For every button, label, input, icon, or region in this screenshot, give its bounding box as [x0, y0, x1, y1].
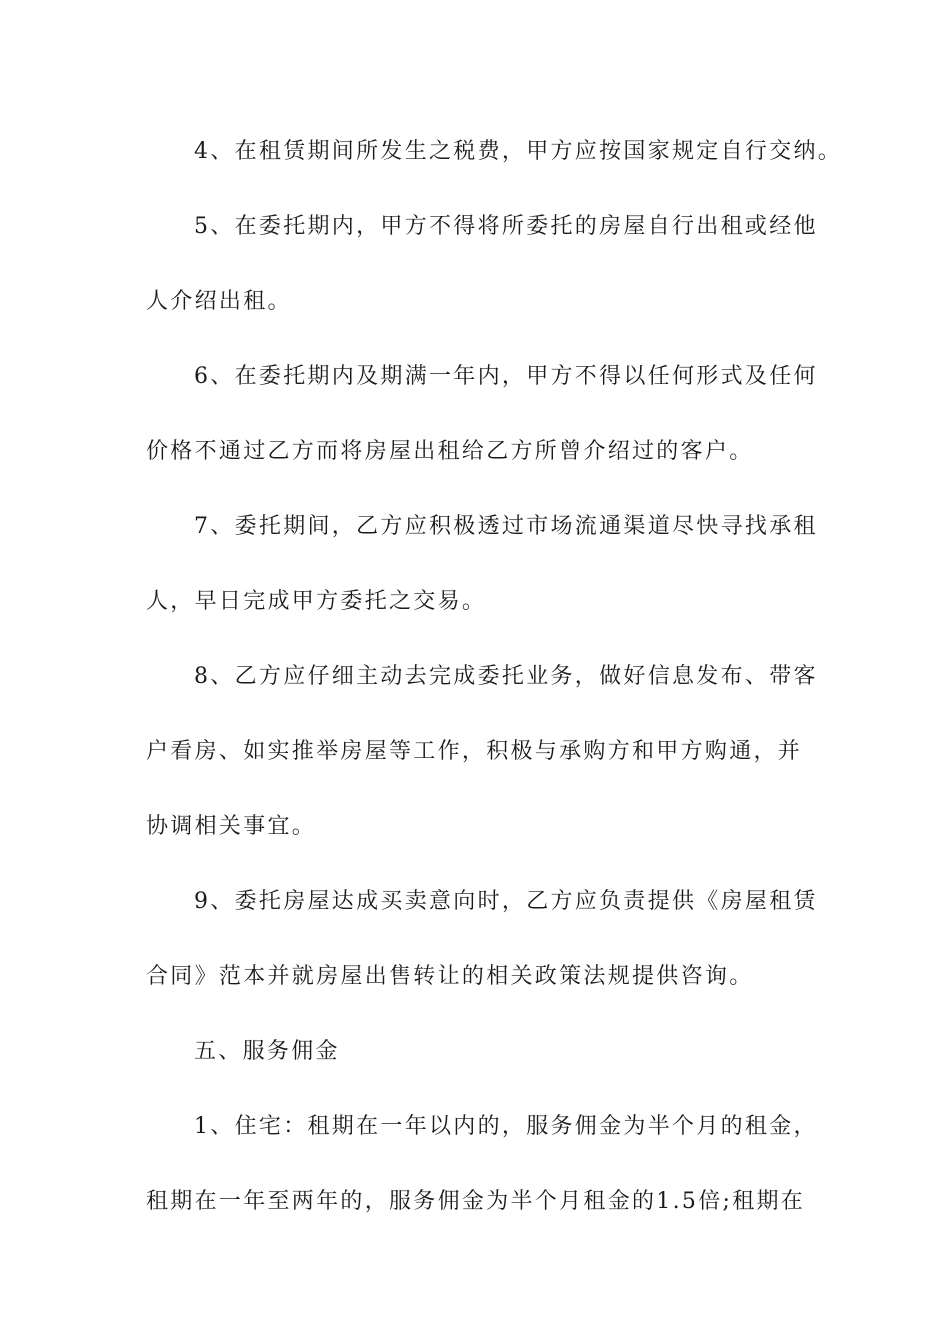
- clause-8-line-3: 协调相关事宜。: [146, 814, 317, 839]
- clause-9-line-2: 合同》范本并就房屋出售转让的相关政策法规提供咨询。: [146, 964, 754, 989]
- section-heading-service-commission: 五、服务佣金: [194, 1039, 340, 1064]
- clause-7-line-2: 人，早日完成甲方委托之交易。: [146, 589, 487, 614]
- commission-clause-1-line-1: 1、住宅：租期在一年以内的，服务佣金为半个月的租金，: [194, 1114, 818, 1139]
- clause-7-line-1: 7、委托期间，乙方应积极透过市场流通渠道尽快寻找承租: [194, 514, 818, 539]
- clause-9-line-1: 9、委托房屋达成买卖意向时，乙方应负责提供《房屋租赁: [194, 889, 818, 914]
- commission-clause-1-line-2: 租期在一年至两年的，服务佣金为半个月租金的1.5倍;租期在: [146, 1189, 806, 1214]
- clause-4-line-1: 4、在租赁期间所发生之税费，甲方应按国家规定自行交纳。: [194, 139, 843, 164]
- clause-6-line-2: 价格不通过乙方而将房屋出租给乙方所曾介绍过的客户。: [146, 439, 754, 464]
- clause-8-line-1: 8、乙方应仔细主动去完成委托业务，做好信息发布、带客: [194, 664, 818, 689]
- clause-6-line-1: 6、在委托期内及期满一年内，甲方不得以任何形式及任何: [194, 364, 818, 389]
- clause-8-line-2: 户看房、如实推举房屋等工作，积极与承购方和甲方购通，并: [146, 739, 803, 764]
- clause-5-line-1: 5、在委托期内，甲方不得将所委托的房屋自行出租或经他: [194, 214, 818, 239]
- clause-5-line-2: 人介绍出租。: [146, 289, 292, 314]
